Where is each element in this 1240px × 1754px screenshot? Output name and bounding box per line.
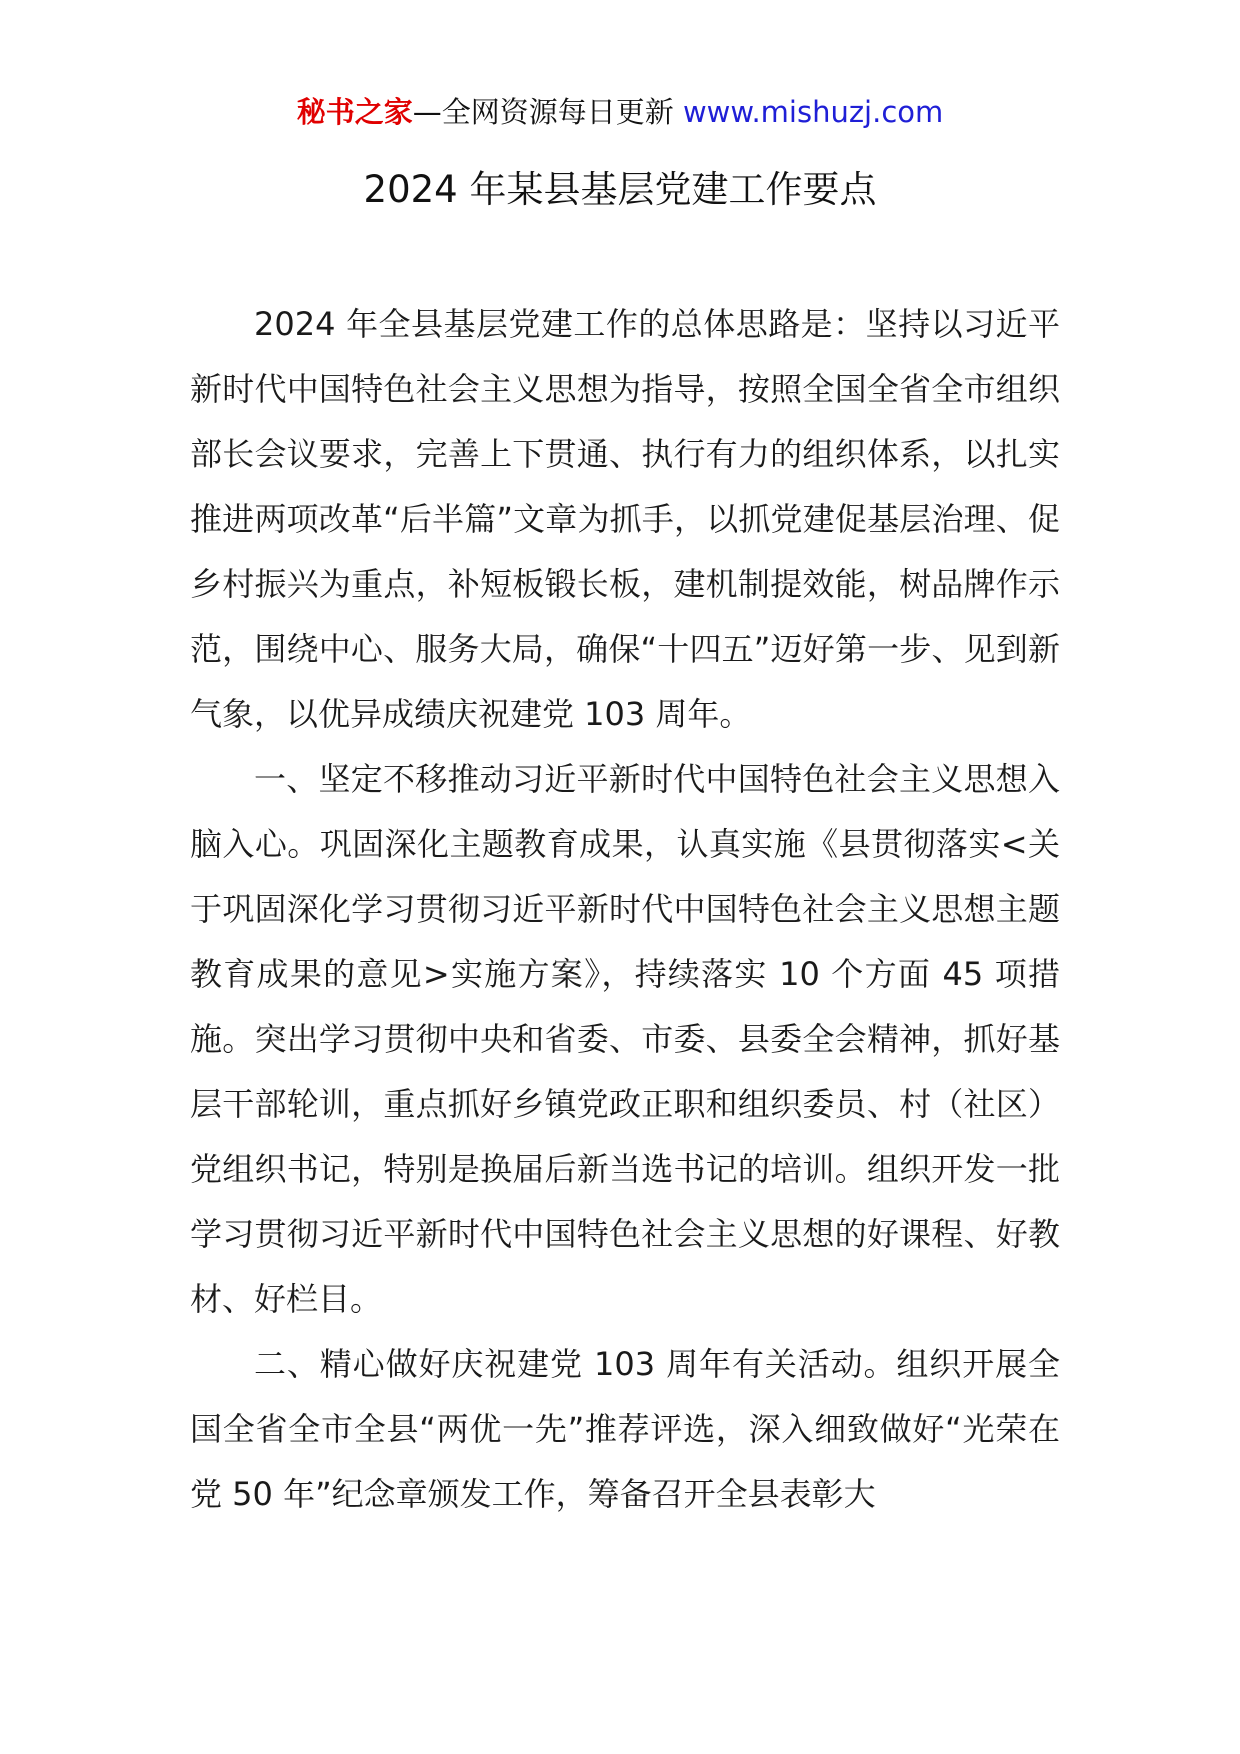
paragraph-section-2: 二、精心做好庆祝建党 103 周年有关活动。组织开展全国全省全市全县“两优一先”推荐评选，深入细致做好“光荣在党 50 年”纪念章颁发工作，筹备召开全县表彰大 — [190, 1345, 1060, 1513]
document-body — [190, 292, 1060, 1527]
watermark-header — [0, 92, 1240, 132]
paragraph-intro: 2024 年全县基层党建工作的总体思路是：坚持以习近平新时代中国特色社会主义思想为指导，按照全国全省全市组织部长会议要求，完善上下贯通、执行有力的组织体系，以扎实推进两项改革“后半篇”文章为抓手，以抓党建促基层治理、促乡村振兴为重点，补短板锻长板，建机制提效能，树品牌作示范，围绕中心、服务大局，确保“十四五”迈好第一步、见到新气象，以优异成绩庆祝建党 103 周年。 — [190, 305, 1060, 733]
header-url-link[interactable]: www.mishuzj.com — [682, 95, 944, 129]
brand-name: 秘书之家 — [296, 95, 413, 129]
header-tagline: —全网资源每日更新 — [412, 95, 674, 129]
document-title: 2024 年某县基层党建工作要点 — [363, 168, 877, 211]
paragraph-section-1: 一、坚定不移推动习近平新时代中国特色社会主义思想入脑入心。巩固深化主题教育成果，认真实施《县贯彻落实<关于巩固深化学习贯彻习近平新时代中国特色社会主义思想主题教育成果的意见>实施方案》，持续落实 10 个方面 45 项措施。突出学习贯彻中央和省委、市委、县委全会精神，抓好基层干部轮训，重点抓好乡镇党政正职和组织委员、村（社区）党组织书记，特别是换届后新当选书记的培训。组织开发一批学习贯彻习近平新时代中国特色社会主义思想的好课程、好教材、好栏目。 — [190, 760, 1060, 1318]
